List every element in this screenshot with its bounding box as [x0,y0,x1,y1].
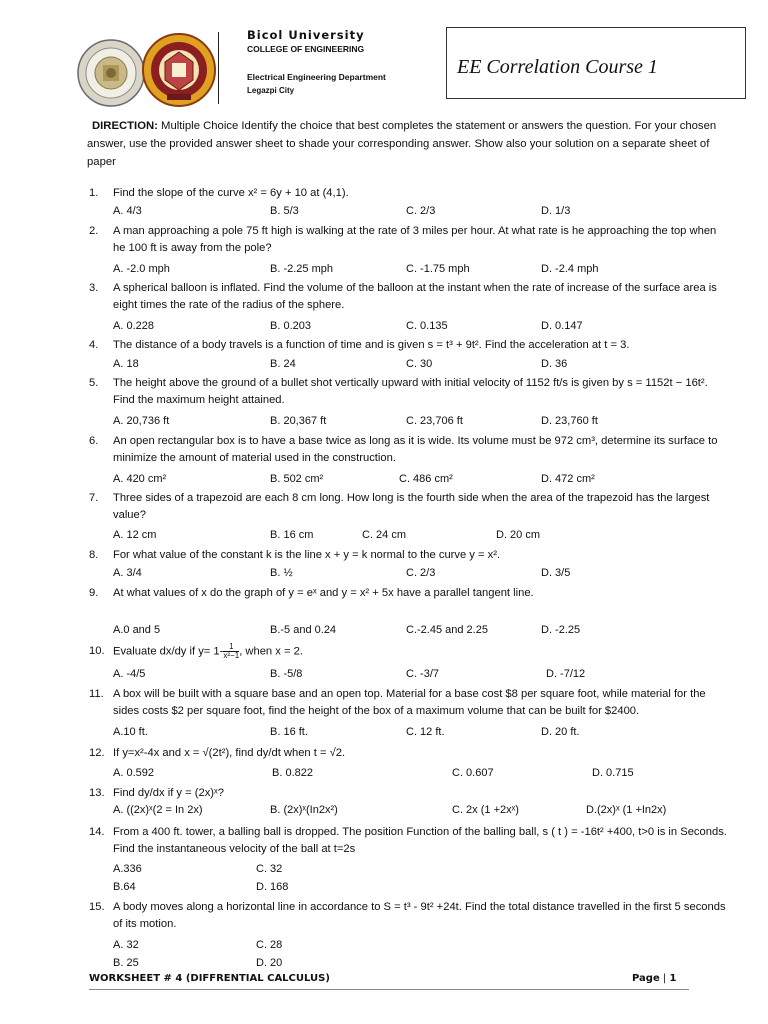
choice-c: C. 23,706 ft [406,415,463,427]
page-num: 1 [669,973,677,984]
question-8 [89,547,729,564]
question-11 [89,686,729,720]
choice-c: C. -1.75 mph [406,263,470,275]
choice-a: A. 32 [113,939,139,951]
question-15 [89,899,729,933]
choice-a: A. 4/3 [113,205,142,217]
question-3 [89,280,729,314]
question-number: 7. [89,492,99,504]
choice-a: A. 420 cm² [113,473,167,485]
choice-b: B. 16 ft. [270,726,308,738]
choice-c: C. 24 cm [362,529,407,541]
choice-c: C. 0.607 [452,767,494,779]
choice-a: A. 0.228 [113,320,154,332]
question-6 [89,433,729,467]
choice-b: B. 502 cm² [270,473,324,485]
choice-d: D. 1/3 [541,205,571,217]
choice-d: D.(2x)ˣ (1 +In2x) [586,804,667,816]
page-footer [89,973,689,984]
choice-b: B. 0.203 [270,320,311,332]
question-number: 3. [89,282,99,294]
choice-d: D. 0.715 [592,767,634,779]
question-number: 14. [89,826,105,838]
question-number: 8. [89,549,99,561]
question-13 [89,785,729,802]
choice-a: A. 12 cm [113,529,157,541]
choice-d: D. 3/5 [541,567,571,579]
university-name: Bicol University [247,28,365,42]
choice-d: D. 0.147 [541,320,583,332]
question-7 [89,490,729,524]
choice-a: A. -4/5 [113,668,146,680]
question-5 [89,375,729,409]
college-seal-logo [141,32,217,108]
choice-a: A. ((2x)ˣ(2 = In 2x) [113,804,203,816]
choice-c: C. -3/7 [406,668,440,680]
choice-b: B. ½ [270,567,293,579]
question-text: Three sides of a trapezoid are each 8 cm long. How long is the fourth side when the area of the trapezoid has the largest value? [113,492,710,521]
choice-a: A. 20,736 ft [113,415,170,427]
choice-d: D. 36 [541,358,568,370]
choice-b: B.-5 and 0.24 [270,624,337,636]
question-9 [89,585,729,602]
question-12 [89,745,729,762]
choice-c: C. 2/3 [406,205,436,217]
question-10 [89,643,729,660]
choice-c: C. 2/3 [406,567,436,579]
question-text: A man approaching a pole 75 ft high is walking at the rate of 3 miles per hour. At what rate is he approaching the top when he 100 ft is away from the pole? [113,225,717,254]
choice-d: D. 20 cm [496,529,541,541]
choice-a: A. 0.592 [113,767,154,779]
question-text-pre: Evaluate dx/dy if y= 1- [113,645,224,658]
worksheet-title: WORKSHEET # 4 (DIFFRENTIAL CALCULUS) [89,973,330,984]
question-2 [89,223,729,257]
choice-b: B. 20,367 ft [270,415,327,427]
choice-d: D. -2.25 [541,624,581,636]
question-number: 1. [89,187,99,199]
question-text: A spherical balloon is inflated. Find the volume of the balloon at the instant when the rate of increase of the surface area is eight times the rate of the radius of the sphere. [113,282,717,311]
course-title: EE Correlation Course 1 [457,56,658,78]
choice-c: C. 28 [256,939,283,951]
question-4 [89,337,729,354]
city-name: Legazpi City [247,86,295,95]
choice-a: A.10 ft. [113,726,148,738]
question-text: A box will be built with a square base and an open top. Material for a base cost $8 per square foot, while material for the sides costs $2 per square foot, find the height of the box of a maximum volume that can be built for $2400. [113,688,706,717]
question-text: Find dy/dx if y = (2x)ˣ? [113,787,224,799]
choice-c: C. 30 [406,358,433,370]
footer-rule [89,989,689,990]
college-name: COLLEGE OF ENGINEERING [247,44,365,54]
choice-b: B. 24 [270,358,296,370]
fraction [223,643,239,660]
question-text: For what value of the constant k is the line x + y = k normal to the curve y = x². [113,549,501,561]
choice-b: B. 5/3 [270,205,299,217]
question-number: 11. [89,688,104,700]
choice-b: B. 16 cm [270,529,314,541]
question-text [113,643,729,660]
choice-c: C. 12 ft. [406,726,445,738]
question-text: A body moves along a horizontal line in accordance to S = t³ - 9t² +24t. Find the total distance travelled in the first 5 seconds of its motion. [113,901,726,930]
question-number: 2. [89,225,99,237]
fraction-denominator: x²−1 [223,651,240,660]
question-number: 12. [89,747,105,759]
choice-b: B. (2x)ˣ(In2x²) [270,804,338,816]
direction-label: DIRECTION: [92,120,158,132]
choice-c: C.-2.45 and 2.25 [406,624,488,636]
choice-d: D. 23,760 ft [541,415,598,427]
choice-a: A.336 [113,863,142,875]
direction-paragraph [87,117,725,171]
choice-b: B.64 [113,881,136,893]
choice-a: A.0 and 5 [113,624,161,636]
choice-c: C. 32 [256,863,283,875]
question-number: 5. [89,377,99,389]
fraction-numerator: 1 [223,643,239,652]
choice-b: B. -5/8 [270,668,303,680]
choice-d: D. 20 ft. [541,726,580,738]
question-text: The height above the ground of a bullet shot vertically upward with initial velocity of 1152 ft/s is given by s = 1152t − 16t². Find the maximum height attained. [113,377,708,406]
question-14 [89,824,729,858]
choice-b: B. 0.822 [272,767,313,779]
page-separator: | [659,973,670,984]
question-text: From a 400 ft. tower, a balling ball is dropped. The position Function of the balling ball, s ( t ) = -16t² +400, t>0 is in Seconds. Find the instantaneous velocity of the ball at t=2s [113,826,727,855]
question-number: 9. [89,587,99,599]
choice-b: B. -2.25 mph [270,263,333,275]
question-number: 15. [89,901,105,913]
question-text: At what values of x do the graph of y = eˣ and y = x² + 5x have a parallel tangent line. [113,587,534,599]
header-text [247,28,386,95]
choice-a: A. -2.0 mph [113,263,170,275]
question-text: Find the slope of the curve x² = 6y + 10 at (4,1). [113,187,349,199]
header-divider [218,32,219,104]
question-number: 10. [89,645,105,657]
choice-b: B. 25 [113,957,139,969]
question-1 [89,185,729,202]
choice-d: D. 472 cm² [541,473,595,485]
choice-c: C. 486 cm² [399,473,453,485]
choice-d: D. -7/12 [546,668,586,680]
question-text: An open rectangular box is to have a base twice as long as it is wide. Its volume must be 972 cm³, determine its surface to minimize the amount of material used in the construction. [113,435,718,464]
choice-d: D. -2.4 mph [541,263,599,275]
course-title-box [446,27,746,99]
question-number: 13. [89,787,105,799]
question-number: 4. [89,339,99,351]
page-label: Page [632,973,660,984]
question-text: If y=x²-4x and x = √(2t²), find dy/dt when t = √2. [113,747,346,759]
question-number: 6. [89,435,99,447]
choice-c: C. 0.135 [406,320,448,332]
question-text-post: , when x = 2. [239,645,303,658]
choice-a: A. 18 [113,358,139,370]
choice-d: D. 20 [256,957,283,969]
choice-d: D. 168 [256,881,289,893]
direction-text: Multiple Choice Identify the choice that best completes the statement or answers the question. For your chosen answer, use the provided answer sheet to shade your corresponding answer. Show also your solution on a separate sheet of paper [87,120,717,168]
choice-c: C. 2x (1 +2xˣ) [452,804,519,816]
university-seal-logo [76,38,146,108]
choice-a: A. 3/4 [113,567,142,579]
department-name: Electrical Engineering Department [247,72,386,82]
page-number [632,973,676,984]
question-text: The distance of a body travels is a function of time and is given s = t³ + 9t². Find the acceleration at t = 3. [113,339,630,351]
